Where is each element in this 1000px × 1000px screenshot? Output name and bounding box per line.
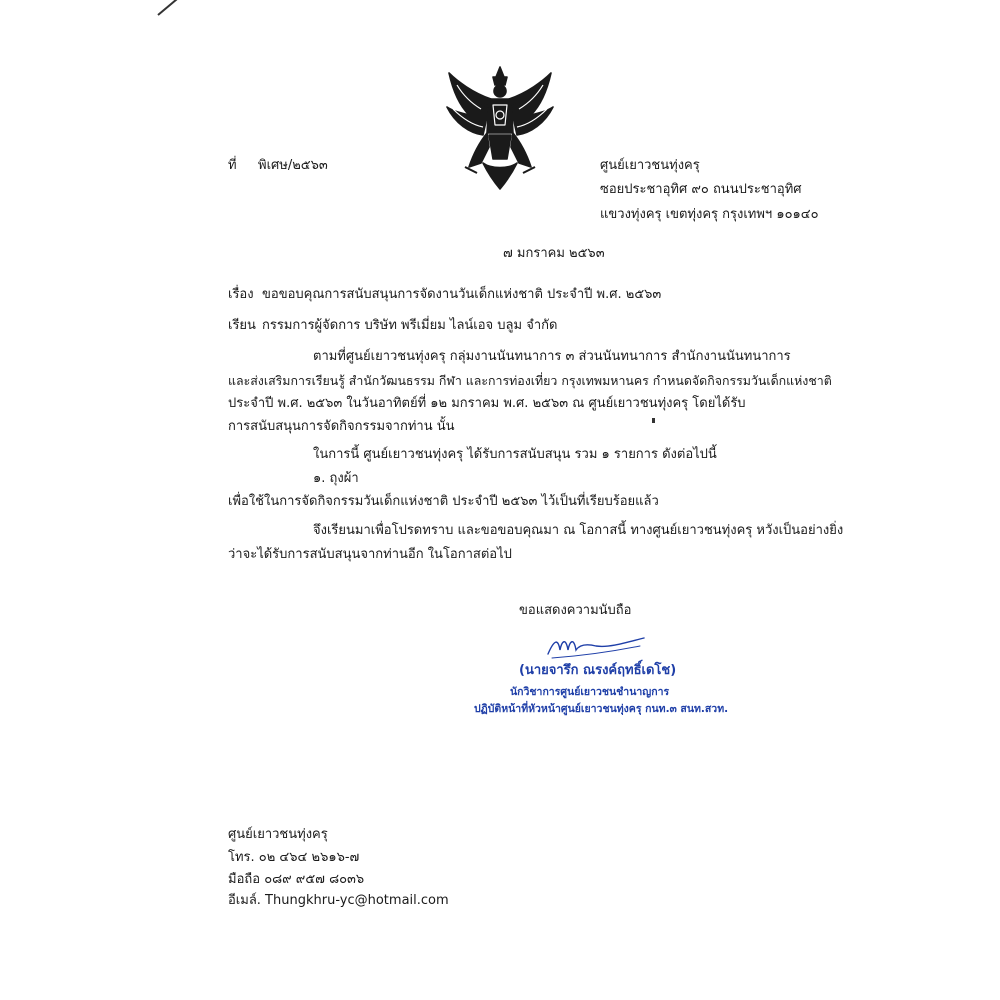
garuda-emblem-icon <box>443 63 558 193</box>
signatory-name: (นายจารึก ณรงค์ฤทธิ์เดโช) <box>519 663 677 678</box>
paragraph-1-line-1: ตามที่ศูนย์เยาวชนทุ่งครุ กลุ่มงานนันทนาการ ๓ ส่วนนันทนาการ สำนักงานนันทนาการ <box>313 349 791 364</box>
paragraph-1-line-2: และส่งเสริมการเรียนรู้ สำนักวัฒนธรรม กีฬา และการท่องเที่ยว กรุงเทพมหานคร กำหนดจัดกิจกรรมวันเด็กแห่งชาติ <box>228 373 832 388</box>
signatory-position-1: นักวิชาการศูนย์เยาวชนชำนาญการ <box>510 686 670 698</box>
pen-stroke-mark <box>157 0 184 16</box>
footer-mobile: มือถือ ๐๘๙ ๙๕๗ ๘๐๓๖ <box>228 872 365 887</box>
paragraph-2-intro: ในการนี้ ศูนย์เยาวชนทุ่งครุ ได้รับการสนับสนุน รวม ๑ รายการ ดังต่อไปนี้ <box>313 447 717 462</box>
recipient-text: กรรมการผู้จัดการ บริษัท พรีเมี่ยม ไลน์เอจ บลูม จำกัด <box>262 318 558 333</box>
ref-number: พิเศษ/๒๕๖๓ <box>258 158 328 173</box>
paragraph-1-line-3: ประจำปี พ.ศ. ๒๕๖๓ ในวันอาทิตย์ที่ ๑๒ มกราคม พ.ศ. ๒๕๖๓ ณ ศูนย์เยาวชนทุ่งครุ โดยได้รับ <box>228 396 746 411</box>
paragraph-3-line-1: จึงเรียนมาเพื่อโปรดทราบ และขอขอบคุณมา ณ โอกาสนี้ ทางศูนย์เยาวชนทุ่งครุ หวังเป็นอย่างยิ่ง <box>313 523 844 538</box>
sender-line-2: ซอยประชาอุทิศ ๙๐ ถนนประชาอุทิศ <box>600 182 802 197</box>
paragraph-3-line-2: ว่าจะได้รับการสนับสนุนจากท่านอีก ในโอกาสต่อไป <box>228 547 512 562</box>
closing-salutation: ขอแสดงความนับถือ <box>519 603 632 618</box>
ink-dot-mark <box>652 418 655 423</box>
footer-email: อีเมล์. Thungkhru-yc@hotmail.com <box>228 893 449 908</box>
ref-label: ที่ <box>228 158 237 173</box>
signatory-position-2: ปฏิบัติหน้าที่หัวหน้าศูนย์เยาวชนทุ่งครุ กนท.๓ สนท.สวท. <box>474 703 729 715</box>
handwritten-signature <box>540 630 650 662</box>
footer-phone: โทร. ๐๒ ๔๖๔ ๒๖๑๖-๗ <box>228 850 360 865</box>
subject-label: เรื่อง <box>228 287 254 302</box>
footer-org: ศูนย์เยาวชนทุ่งครุ <box>228 827 328 842</box>
sender-line-1: ศูนย์เยาวชนทุ่งครุ <box>600 158 700 173</box>
sender-line-3: แขวงทุ่งครุ เขตทุ่งครุ กรุงเทพฯ ๑๐๑๔๐ <box>600 207 819 222</box>
recipient-label: เรียน <box>228 318 256 333</box>
paragraph-2-close: เพื่อใช้ในการจัดกิจกรรมวันเด็กแห่งชาติ ประจำปี ๒๕๖๓ ไว้เป็นที่เรียบร้อยแล้ว <box>228 494 659 509</box>
support-item-1: ๑. ถุงผ้า <box>313 471 359 486</box>
subject-text: ขอขอบคุณการสนับสนุนการจัดงานวันเด็กแห่งชาติ ประจำปี พ.ศ. ๒๕๖๓ <box>262 287 662 302</box>
letter-date: ๗ มกราคม ๒๕๖๓ <box>503 246 605 261</box>
paragraph-1-line-4: การสนับสนุนการจัดกิจกรรมจากท่าน นั้น <box>228 419 455 434</box>
